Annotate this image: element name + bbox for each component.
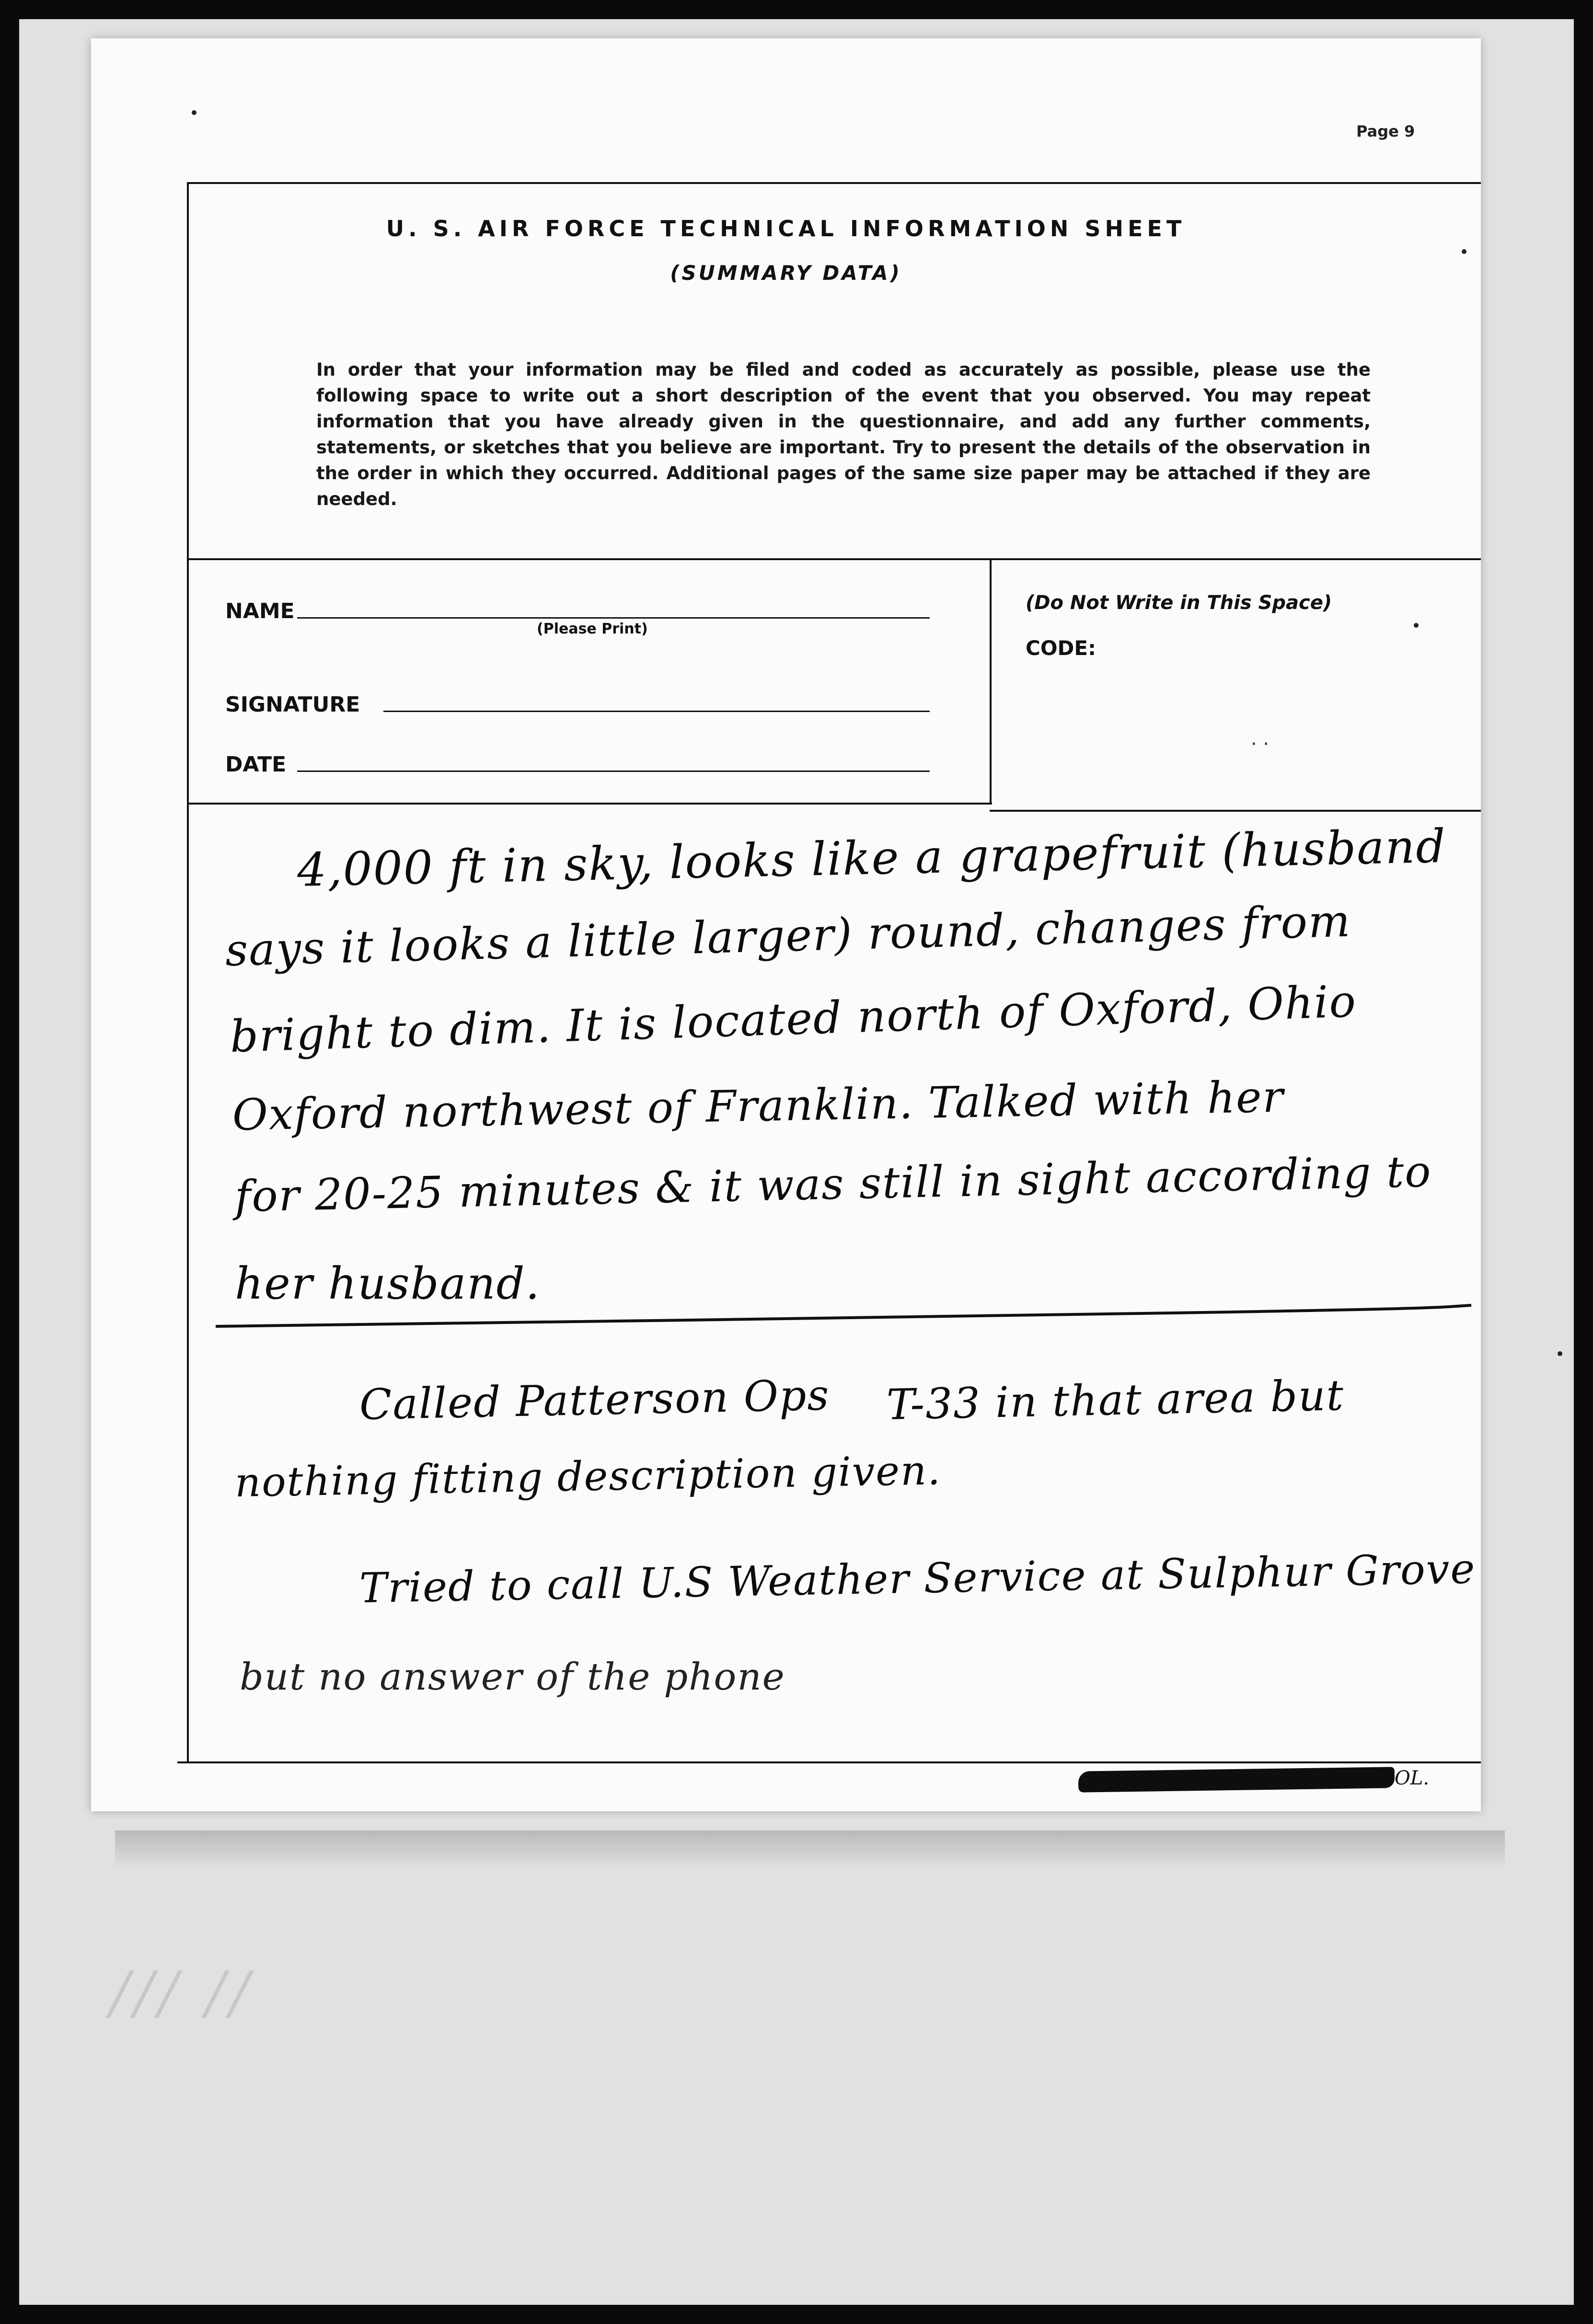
office-use-divider xyxy=(990,558,992,803)
section-divider xyxy=(990,810,1481,812)
handwritten-note: nothing fitting description given. xyxy=(234,1447,942,1506)
handwritten-note: Tried to call U.S Weather Service at Sulphur Grove xyxy=(359,1545,1476,1612)
please-print-note: (Please Print) xyxy=(537,621,648,637)
form-instructions: In order that your information may be filed and coded as accurately as possible, please use the following space to write out a short description of the event that you observed. You may repeat information that you have already given in the questionnaire, and add any further comments, statements, or sketches that you believe are important. Try to present the details of the observation in the order in which they occurred. Additional pages of the same size paper may be attached if they are needed. xyxy=(316,359,1371,509)
name-label: NAME xyxy=(225,599,295,623)
section-divider xyxy=(187,803,992,805)
handwritten-note: but no answer of the phone xyxy=(240,1656,785,1699)
hand-drawn-divider xyxy=(216,1303,1481,1332)
document-sheet xyxy=(91,38,1481,1811)
name-field xyxy=(297,617,930,619)
form-subtitle: (SUMMARY DATA) xyxy=(670,261,902,285)
form-border-bottom xyxy=(177,1761,1481,1763)
signature-label: SIGNATURE xyxy=(225,692,360,717)
dust-speck xyxy=(192,110,196,115)
date-field xyxy=(297,771,930,772)
office-use-label: (Do Not Write in This Space) xyxy=(1026,592,1332,614)
handwritten-line: for 20-25 minutes & it was still in sight according to xyxy=(234,1146,1432,1222)
section-divider xyxy=(187,558,1481,560)
redaction-mark xyxy=(1078,1767,1395,1792)
sheet-shadow xyxy=(115,1830,1505,1869)
form-border-top xyxy=(187,182,1481,184)
handwritten-line: says it looks a little larger) round, changes from xyxy=(224,895,1352,976)
handwritten-line: her husband. xyxy=(235,1258,541,1309)
ink-specks: · · xyxy=(1251,733,1270,755)
handwritten-line: 4,000 ft in sky, looks like a grapefruit (husband xyxy=(296,819,1447,897)
page-number: Page 9 xyxy=(1356,122,1415,140)
handwritten-note: Called Patterson Ops xyxy=(358,1370,831,1429)
date-label: DATE xyxy=(225,752,287,777)
code-label: CODE: xyxy=(1026,636,1096,660)
margin-marks: /// // xyxy=(110,1960,254,2026)
form-border-left xyxy=(187,182,189,1763)
form-title: U. S. AIR FORCE TECHNICAL INFORMATION SHEET xyxy=(386,216,1186,242)
dust-speck xyxy=(1462,249,1466,254)
handwritten-line: Oxford northwest of Franklin. Talked with her xyxy=(232,1071,1285,1140)
handwritten-note: T-33 in that area but xyxy=(886,1370,1345,1429)
dust-speck xyxy=(1414,623,1419,628)
handwritten-line: bright to dim. It is located north of Oxford, Ohio xyxy=(229,976,1358,1062)
redaction-tail-text: OL. xyxy=(1395,1767,1430,1789)
signature-field xyxy=(383,711,930,712)
dust-speck xyxy=(1558,1351,1562,1356)
